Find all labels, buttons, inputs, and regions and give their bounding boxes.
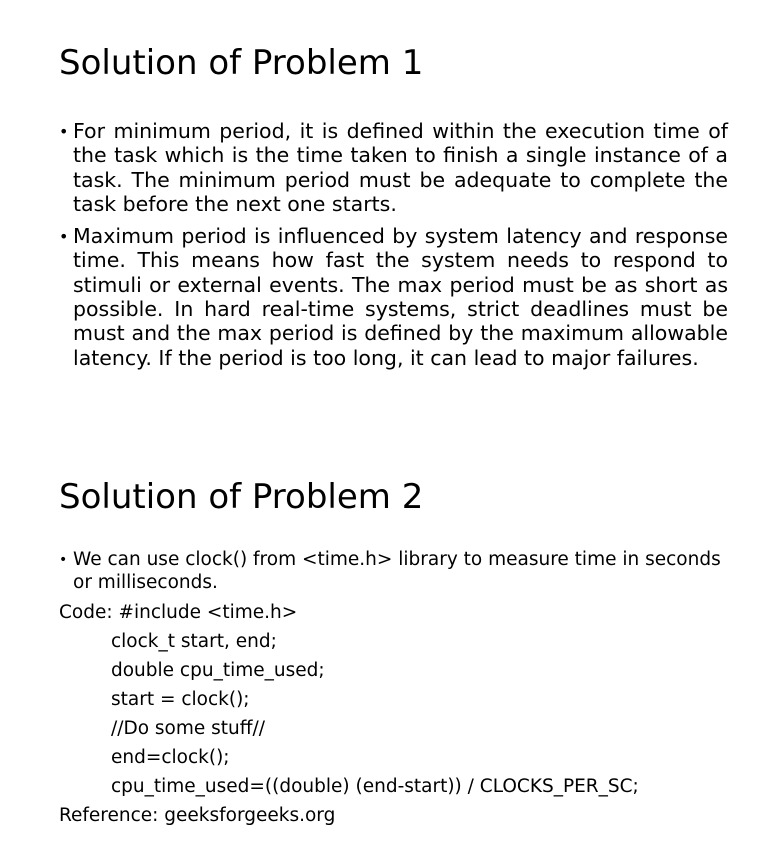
- reference-text: Reference: geeksforgeeks.org: [59, 805, 336, 826]
- problem1-section: [59, 42, 728, 378]
- problem2-bullet-list: [59, 548, 728, 594]
- problem2-section: [59, 476, 728, 830]
- code-block: [59, 598, 728, 801]
- code-line: //Do some stuff//: [111, 718, 265, 739]
- bullet-item: [59, 119, 728, 216]
- problem1-title: Solution of Problem 1: [59, 43, 424, 83]
- code-line: cpu_time_used=((double) (end-start)) / CLOCKS_PER_SC;: [111, 776, 639, 797]
- bullet-item: [59, 224, 728, 370]
- code-label: Code: #include <time.h>: [59, 602, 298, 623]
- problem2-title: Solution of Problem 2: [59, 477, 424, 517]
- code-line: start = clock();: [111, 689, 250, 710]
- problem1-bullet-list: [59, 119, 728, 370]
- bullet-text-min-period: For minimum period, it is defined within the execution time of the task which is the time taken to finish a single instance of a task. The minimum period must be adequate to complete the task before the next one starts.: [73, 119, 728, 216]
- code-line: end=clock();: [111, 747, 230, 768]
- bullet-item: [59, 548, 728, 594]
- bullet-icon: •: [59, 122, 69, 141]
- bullet-icon: •: [59, 227, 69, 247]
- bullet-icon: •: [59, 552, 68, 568]
- code-line: clock_t start, end;: [111, 631, 277, 652]
- bullet-text-clock: We can use clock() from <time.h> library to measure time in seconds or milliseconds.: [73, 549, 721, 593]
- bullet-text-max-period: Maximum period is influenced by system latency and response time. This means how fast the system needs to respond to stimuli or external events. The max period must be as short as possible. In hard real-time systems, strict deadlines must be must and the max period is defined by the maximum allowable latency. If the period is too long, it can lead to major failures.: [73, 224, 728, 370]
- code-line: double cpu_time_used;: [111, 660, 325, 681]
